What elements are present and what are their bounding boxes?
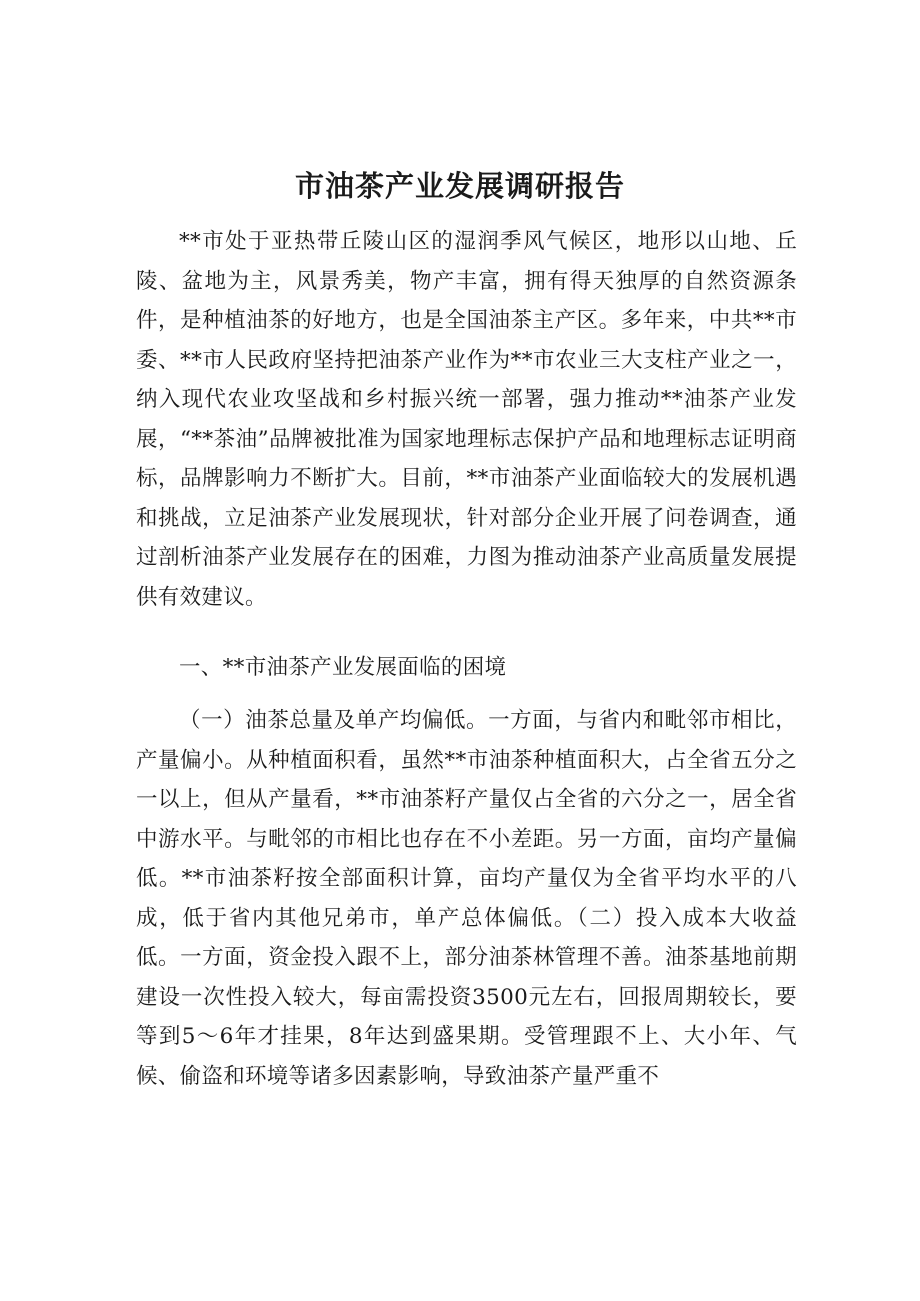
section-heading: 一、**市油茶产业发展面临的困境 xyxy=(179,655,507,680)
section-paragraph: （一）油茶总量及单产均偏低。一方面，与省内和毗邻市相比，产量偏小。从种植面积看，虽然**市油茶种植面积大，占全省五分之一以上，但从产量看，**市油茶籽产量仅占全省的六分之一，居全省中游水平。与毗邻的市相比也存在不小差距。另一方面，亩均产量偏低。**市油茶籽按全部面积计算，亩均产量仅为全省平均水平的八成，低于省内其他兄弟市，单产总体偏低。（二）投入成本大收益低。一方面，资金投入跟不上，部分油茶林管理不善。油茶基地前期建设一次性投入较大，每亩需投资3500元左右，回报周期较长，要等到5～6年才挂果，8年达到盛果期。受管理跟不上、大小年、气候、偷盗和环境等诸多因素影响，导致油茶产量严重不 xyxy=(136,708,797,1089)
document-title: 市油茶产业发展调研报告 xyxy=(294,169,625,203)
intro-paragraph: **市处于亚热带丘陵山区的湿润季风气候区，地形以山地、丘陵、盆地为主，风景秀美，物产丰富，拥有得天独厚的自然资源条件，是种植油茶的好地方，也是全国油茶主产区。多年来，中共**市委、**市人民政府坚持把油茶产业作为**市农业三大支柱产业之一，纳入现代农业攻坚战和乡村振兴统一部署，强力推动**油茶产业发展，“**茶油”品牌被批准为国家地理标志保护产品和地理标志证明商标，品牌影响力不断扩大。目前，**市油茶产业面临较大的发展机遇和挑战，立足油茶产业发展现状，针对部分企业开展了问卷调查，通过剖析油茶产业发展存在的困难，力图为推动油茶产业高质量发展提供有效建议。 xyxy=(136,229,797,610)
